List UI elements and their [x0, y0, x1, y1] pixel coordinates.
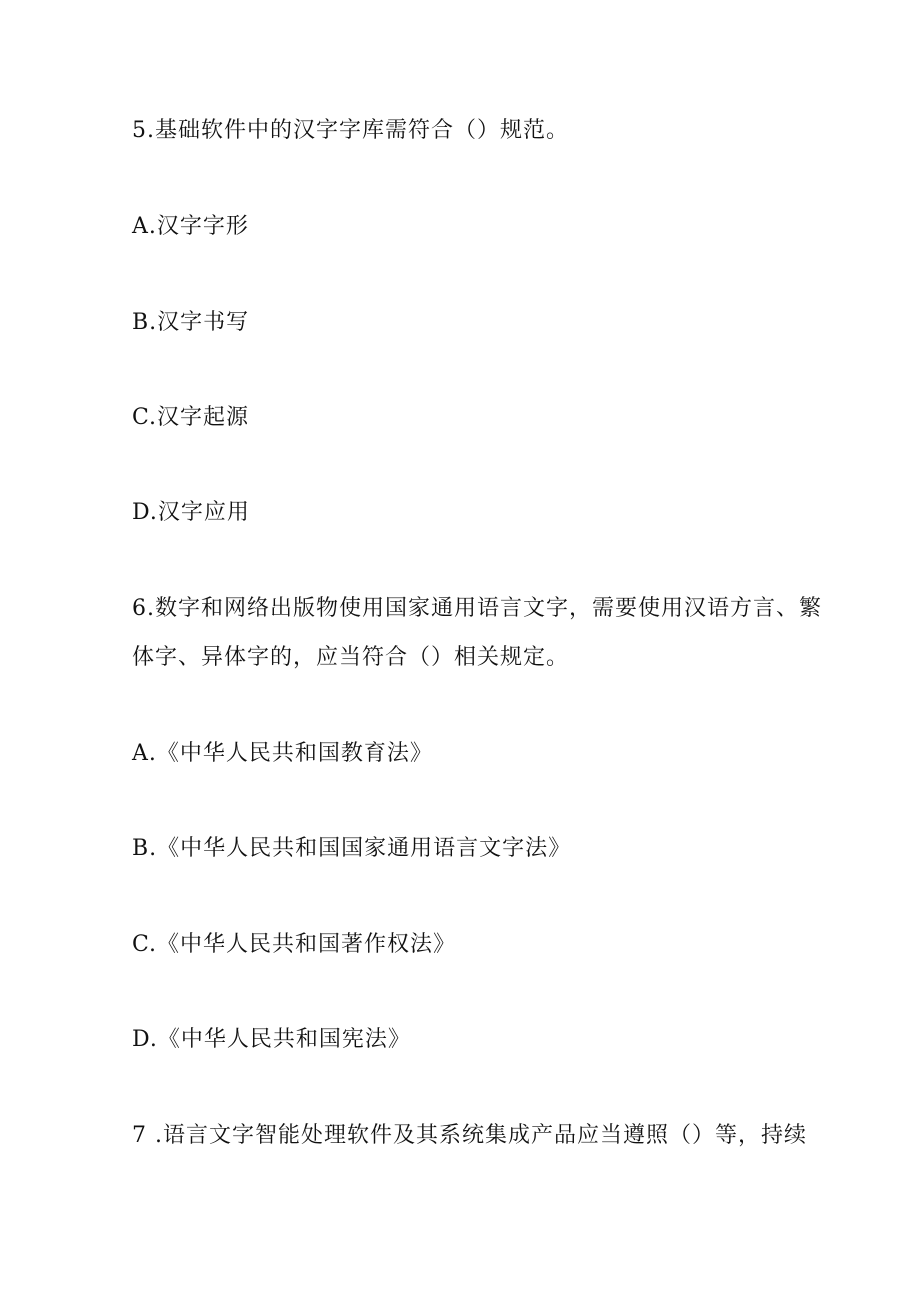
- question-5-option-d: D.汉字应用: [132, 500, 250, 525]
- question-6-option-d: D.《中华人民共和国宪法》: [132, 1027, 411, 1052]
- question-5-stem: 5.基础软件中的汉字字库需符合（）规范。: [132, 118, 569, 143]
- question-6-option-c: C.《中华人民共和国著作权法》: [132, 932, 457, 957]
- question-5-option-b: B.汉字书写: [132, 310, 250, 335]
- question-5-option-a: A.汉字字形: [132, 214, 249, 239]
- question-5-option-c: C.汉字起源: [132, 405, 250, 430]
- question-6-stem-line-2: 体字、异体字的，应当符合（）相关规定。: [132, 645, 570, 670]
- question-6-option-b: B.《中华人民共和国国家通用语言文字法》: [132, 836, 572, 861]
- question-6-option-a: A.《中华人民共和国教育法》: [132, 741, 433, 766]
- question-7-stem: 7 .语言文字智能处理软件及其系统集成产品应当遵照（）等，持续: [132, 1123, 807, 1148]
- question-6-stem-line-1: 6.数字和网络出版物使用国家通用语言文字，需要使用汉语方言、繁: [132, 596, 822, 621]
